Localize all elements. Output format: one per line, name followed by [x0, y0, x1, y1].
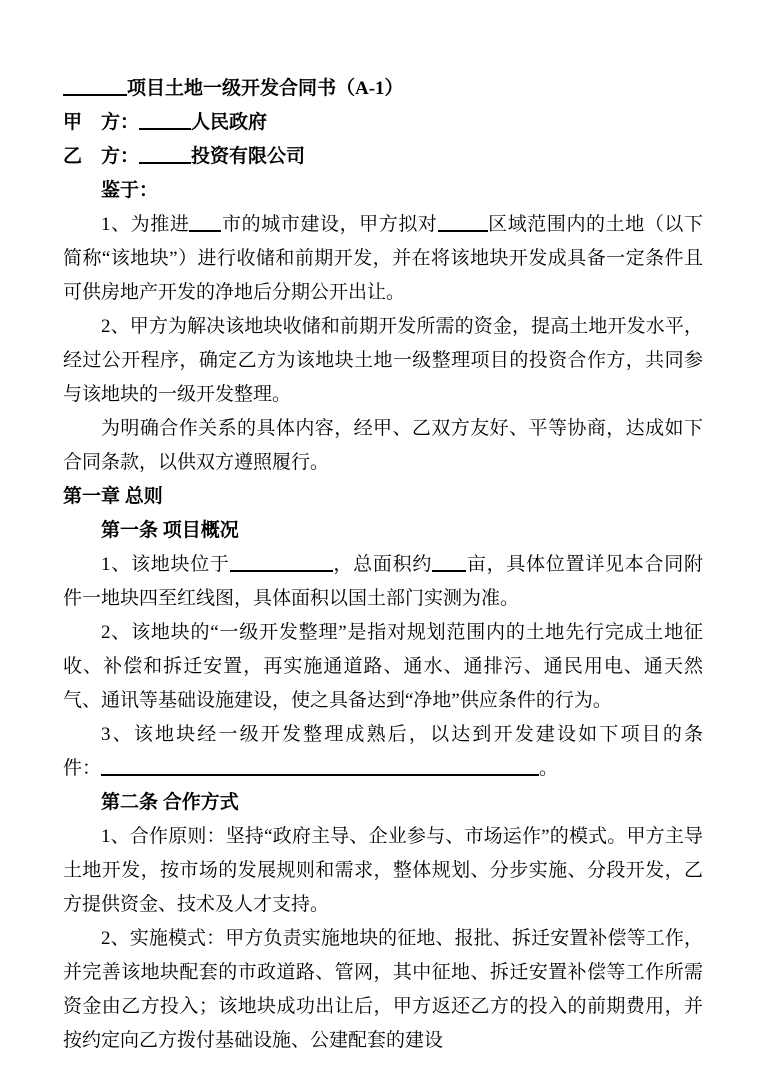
text-run: 亩，具体位置详见本合同附件一地块四至红线图，具体面积以国土部门实测为准。 — [63, 554, 703, 609]
text-run: 市的城市建设，甲方拟对 — [221, 214, 438, 235]
preamble-paragraph-3 — [63, 412, 703, 480]
text-run: 人民政府 — [191, 112, 268, 133]
text-run: 甲 方： — [63, 112, 140, 133]
fill-in-blank — [438, 211, 488, 232]
fill-in-blank — [432, 551, 466, 572]
text-run: 区域范围内的土地（以下简称“该地块”）进行收储和前期开发，并在将该地块开发成具备一定条件且可供房地产开发的净地后分期公开出让。 — [63, 214, 703, 303]
text-run: 乙 方： — [63, 146, 140, 167]
article-2-item-1 — [63, 820, 703, 922]
text-run: 2、实施模式：甲方负责实施地块的征地、报批、拆迁安置补偿等工作，并完善该地块配套的市政道路、管网，其中征地、拆迁安置补偿等工作所需资金由乙方投入；该地块成功出让后，甲方返还乙方的投入的前期费用，并按约定向乙方拨付基础设施、公建配套的建设 — [63, 928, 703, 1051]
text-run: ，总面积约 — [332, 554, 433, 575]
text-run: 2、甲方为解决该地块收储和前期开发所需的资金，提高土地开发水平，经过公开程序，确定乙方为该地块土地一级整理项目的投资合作方，共同参与该地块的一级开发整理。 — [63, 316, 703, 405]
article-1-heading: 第一条 项目概况 — [101, 520, 239, 541]
whereas-heading: 鉴于： — [101, 180, 159, 201]
article-2-item-2 — [63, 922, 703, 1058]
text-run: 件： — [63, 758, 102, 779]
text-run: 1、为推进 — [101, 214, 190, 235]
preamble-paragraph-1 — [63, 208, 703, 310]
text-run: 投资有限公司 — [191, 146, 306, 167]
fill-in-blank — [101, 755, 539, 776]
party-a-line — [63, 106, 703, 140]
preamble-paragraph-2 — [63, 310, 703, 412]
text-run: 2、该地块的“一级开发整理”是指对规划范围内的土地先行完成土地征收、补偿和拆迁安置，再实施通道路、通水、通排污、通民用电、通天然气、通讯等基础设施建设，使之具备达到“净地”供应条件的行为。 — [63, 622, 703, 711]
text-run: 1、该地块位于 — [101, 554, 230, 575]
article-1-item-3-line-2 — [63, 752, 703, 786]
article-1-item-1 — [63, 548, 703, 616]
document-title — [63, 72, 703, 106]
article-1-item-2 — [63, 616, 703, 718]
fill-in-blank — [139, 143, 191, 164]
chapter-1-heading: 第一章 总则 — [63, 486, 163, 507]
party-b-line — [63, 140, 703, 174]
fill-in-blank — [139, 109, 191, 130]
text-run: 1、合作原则：坚持“政府主导、企业参与、市场运作”的模式。甲方主导土地开发，按市场的发展规则和需求，整体规划、分步实施、分段开发，乙方提供资金、技术及人才支持。 — [63, 826, 703, 915]
fill-in-blank — [189, 211, 221, 232]
article-2-heading: 第二条 合作方式 — [101, 792, 239, 813]
fill-in-blank — [230, 551, 333, 572]
fill-in-blank — [63, 75, 127, 96]
text-run: 。 — [539, 758, 559, 779]
article-1-item-3-line-1: 3、该地块经一级开发整理成熟后，以达到开发建设如下项目的条 — [101, 724, 703, 745]
text-run: 为明确合作关系的具体内容，经甲、乙双方友好、平等协商，达成如下合同条款，以供双方遵照履行。 — [63, 418, 703, 473]
text-run: 项目土地一级开发合同书（A-1） — [127, 78, 404, 99]
